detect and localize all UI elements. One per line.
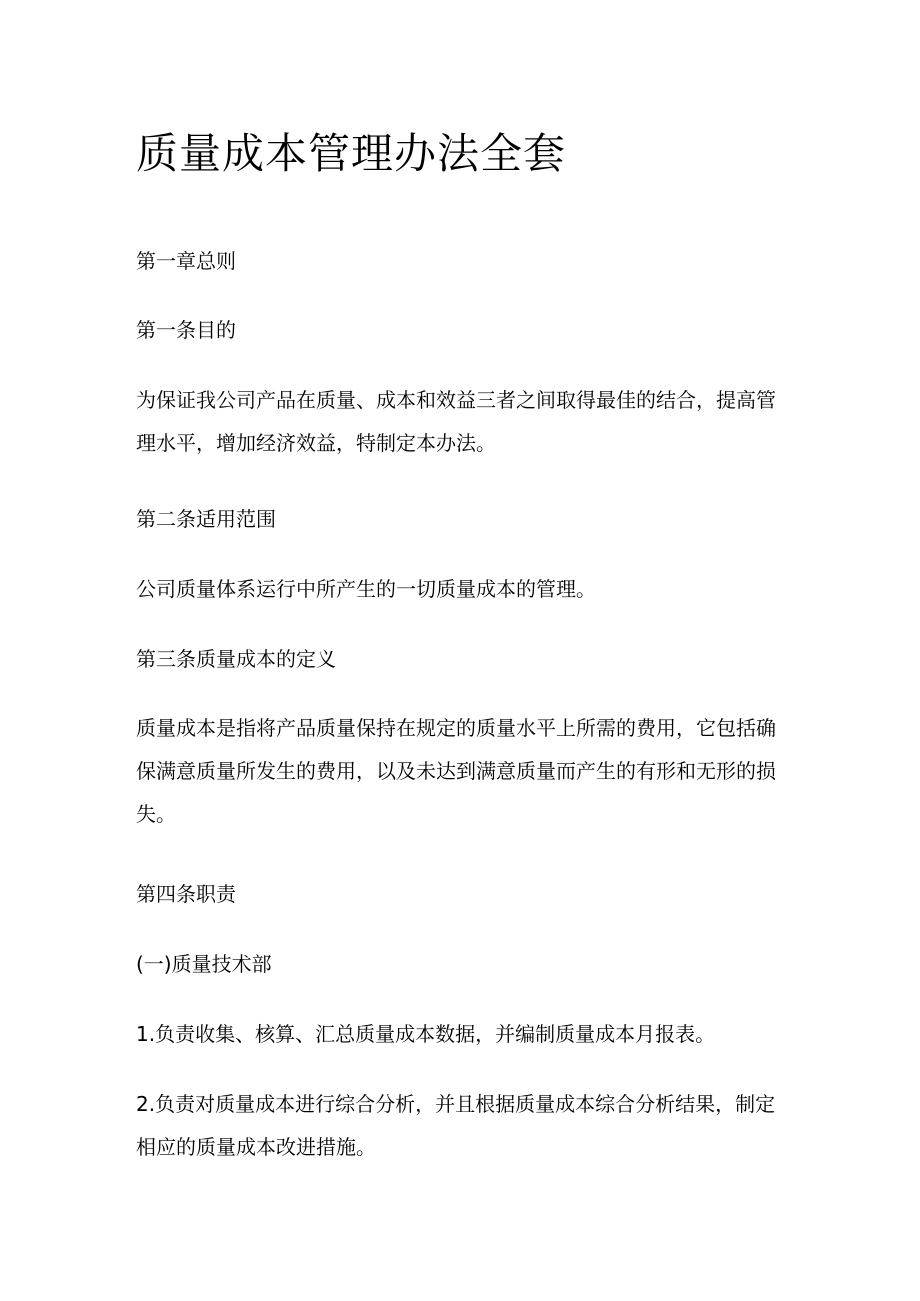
chapter-heading — [136, 240, 790, 283]
article-heading — [136, 638, 790, 681]
text-line: 第一条目的 — [136, 318, 236, 342]
document-title: 质量成本管理办法全套 — [136, 129, 567, 178]
text-line: (一)质量技术部 — [136, 952, 272, 976]
text-line: 第一章总则 — [136, 249, 236, 273]
text-line: 第四条职责 — [136, 882, 236, 906]
article-body — [136, 568, 790, 611]
text-line: 2.负责对质量成本进行综合分析，并且根据质量成本综合分析结果，制定 — [136, 1092, 776, 1116]
text-line: 第三条质量成本的定义 — [136, 647, 336, 671]
list-item — [136, 1013, 790, 1056]
text-line: 第二条适用范围 — [136, 507, 276, 531]
section-heading — [136, 943, 790, 986]
text-line: 理水平，增加经济效益，特制定本办法。 — [136, 431, 496, 455]
text-line: 质量成本是指将产品质量保持在规定的质量水平上所需的费用，它包括确 — [136, 716, 776, 740]
text-line: 1.负责收集、核算、汇总质量成本数据，并编制质量成本月报表。 — [136, 1022, 716, 1046]
text-line: 失。 — [136, 802, 176, 826]
article-heading — [136, 873, 790, 916]
text-line: 为保证我公司产品在质量、成本和效益三者之间取得最佳的结合，提高管 — [136, 388, 776, 412]
article-heading — [136, 309, 790, 352]
text-line: 公司质量体系运行中所产生的一切质量成本的管理。 — [136, 577, 596, 601]
list-item — [136, 1083, 790, 1169]
article-body — [136, 707, 790, 836]
article-body — [136, 379, 790, 465]
article-heading — [136, 498, 790, 541]
text-line: 保满意质量所发生的费用，以及未达到满意质量而产生的有形和无形的损 — [136, 759, 776, 783]
text-line: 相应的质量成本改进措施。 — [136, 1135, 376, 1159]
